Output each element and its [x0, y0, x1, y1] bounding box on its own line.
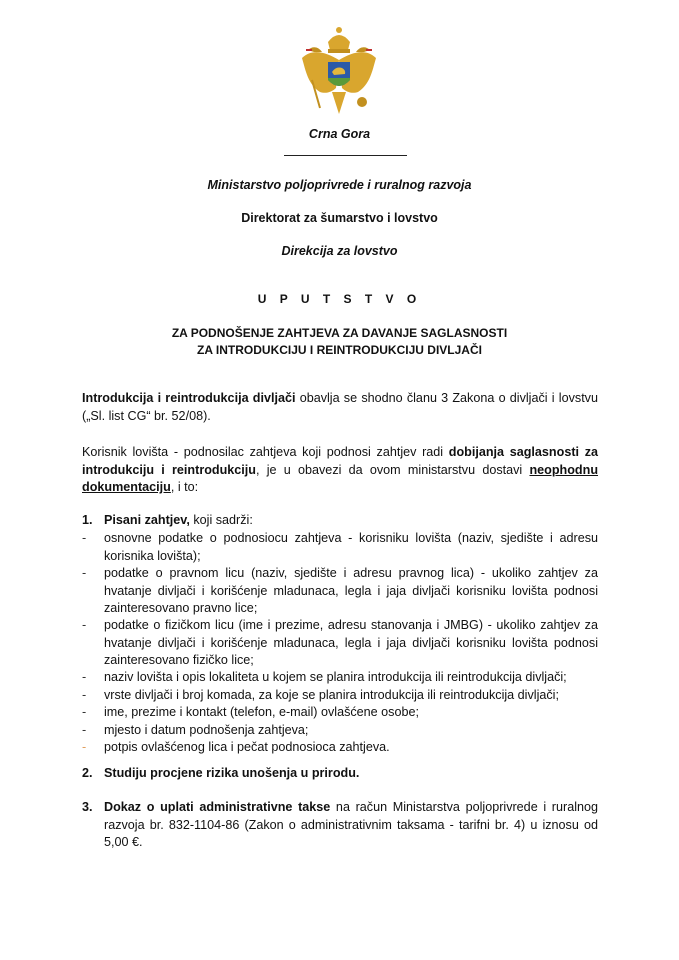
country-name: Crna Gora: [308, 127, 371, 141]
bullet-text: podatke o pravnom licu (naziv, sjedište i adresu pravnog lica) - ukoliko zahtjev za hvatanje divljači i korišćenje mladunaca, legla i jaja divljači korisniku lovišta podnosi zainteresovano pravno lice;: [104, 566, 598, 615]
bullet-item: [82, 704, 598, 722]
list-item-3: [82, 799, 599, 852]
item-bold: Studiju procjene rizika unošenja u prirodu.: [104, 766, 360, 780]
intro-paragraph-2: [82, 444, 598, 497]
header-divider: [284, 155, 407, 156]
bullet-text: ime, prezime i kontakt (telefon, e-mail) ovlašćene osobe;: [104, 705, 419, 719]
bullet-text: podatke o fizičkom licu (ime i prezime, adresu stanovanja i JMBG) - ukoliko zahtjev za hvatanje divljači i korišćenje mladunaca, legla i jaja divljači korisniku lovišta podnosi zainteresovano fizičko lice;: [104, 618, 598, 667]
bullet-item: [82, 669, 598, 687]
document-title: U P U T S T V O: [257, 292, 422, 306]
dash-icon: -: [82, 566, 87, 580]
bullet-text: potpis ovlašćenog lica i pečat podnosioca zahtjeva.: [104, 740, 390, 754]
intro2-text-mid: , je u obavezi da ovom ministarstvu dostavi: [256, 462, 530, 477]
item-text: na račun Ministarstva poljoprivrede i ruralnog razvoja br. 832-1104-86 (Zakon o administrativnim taksama - tarifni br. 4) u iznosu od 5,00 €.: [104, 800, 599, 849]
directorate-name: Direktorat za šumarstvo i lovstvo: [241, 211, 438, 225]
intro2-bold: dobijanja saglasnosti za introdukciju i reintrodukciju: [82, 445, 598, 477]
bullet-item: [82, 739, 598, 757]
bullet-item: [82, 617, 598, 670]
bullet-item: [82, 722, 598, 740]
intro2-underlined: neophodnu dokumentaciju: [82, 462, 599, 494]
bullet-item: [82, 565, 598, 618]
list-item-2: [82, 765, 598, 783]
ministry-name: Ministarstvo poljoprivrede i ruralnog razvoja: [207, 178, 472, 192]
intro-term: Introdukcija i reintrodukcija divljači: [82, 391, 296, 405]
intro-text: obavlja se shodno članu 3 Zakona o divljači i lovstvu („Sl. list CG“ br. 52/08).: [82, 391, 598, 423]
item-text: koji sadrži:: [189, 513, 253, 527]
list-item-1: [82, 512, 598, 530]
dash-icon: -: [82, 531, 87, 545]
directorate-division: Direkcija za lovstvo: [281, 244, 398, 258]
document-subtitle-line2: ZA INTRODUKCIJU I REINTRODUKCIJU DIVLJAČI: [197, 343, 482, 357]
intro2-text-start: Korisnik lovišta - podnosilac zahtjeva koji podnosi zahtjev radi: [82, 445, 449, 459]
item-bold: Dokaz o uplati administrativne takse: [104, 800, 331, 814]
dash-icon: -: [82, 670, 87, 684]
intro-paragraph-1: [82, 390, 598, 425]
bullet-text: mjesto i datum podnošenja zahtjeva;: [104, 723, 309, 737]
dash-icon: -: [82, 705, 87, 719]
document-subtitle-line1: ZA PODNOŠENJE ZAHTJEVA ZA DAVANJE SAGLASNOSTI: [171, 326, 508, 340]
item-number: 2.: [82, 766, 93, 780]
bullet-text: naziv lovišta i opis lokaliteta u kojem se planira introdukcija ili reintrodukcija divljači;: [104, 670, 567, 684]
dash-icon: -: [82, 723, 87, 737]
bullet-item: [82, 530, 598, 565]
bullet-item: [82, 687, 598, 705]
bullet-text: osnovne podatke o podnosiocu zahtjeva - korisniku lovišta (naziv, sjedište i adresu korisnika lovišta);: [104, 531, 598, 563]
item-number: 3.: [82, 800, 93, 814]
item-bold: Pisani zahtjev,: [104, 513, 190, 527]
item-number: 1.: [82, 513, 93, 527]
dash-icon: -: [82, 688, 87, 702]
dash-icon: -: [82, 618, 87, 632]
bullet-text: vrste divljači i broj komada, za koje se planira introdukcija ili reintrodukcija divljači;: [104, 688, 559, 702]
coat-of-arms-icon: [298, 22, 380, 122]
intro2-text-end: , i to:: [170, 480, 199, 494]
dash-icon: -: [82, 740, 87, 754]
